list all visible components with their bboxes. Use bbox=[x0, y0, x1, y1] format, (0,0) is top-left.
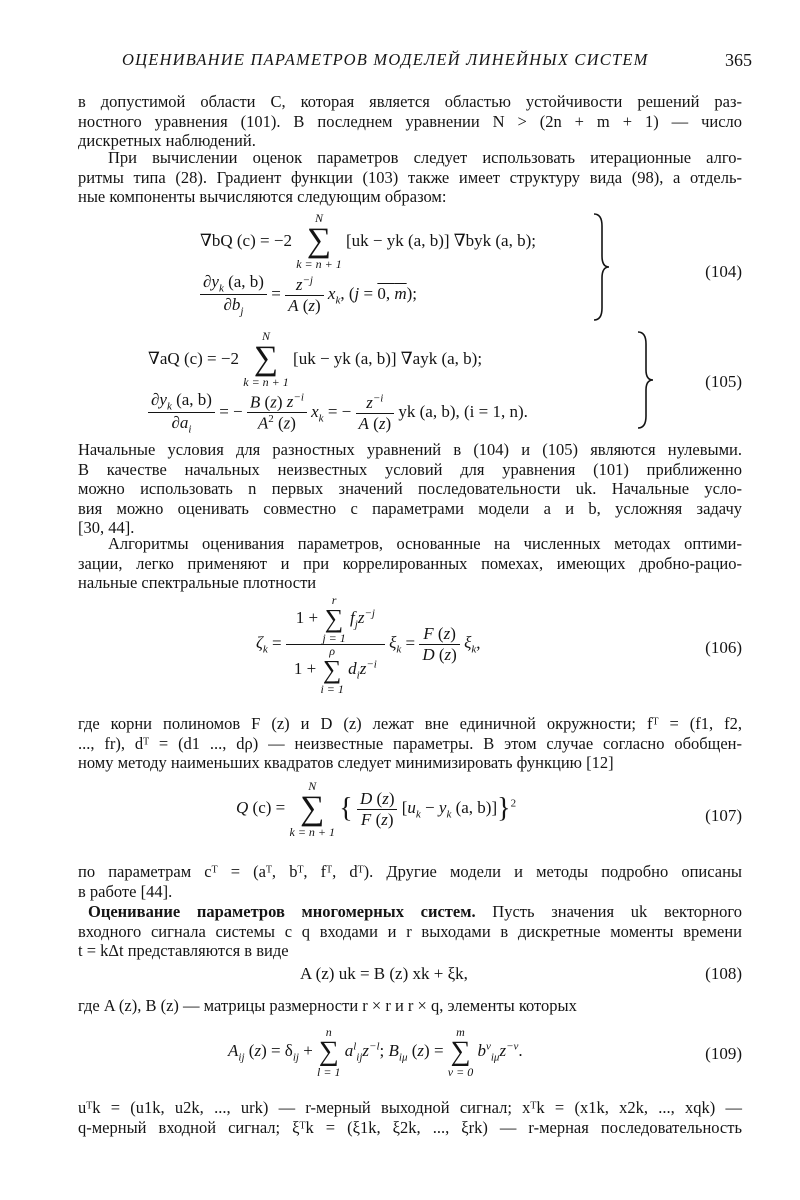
text-line: В качестве начальных неизвестных условий для уравнения (101) приближенно bbox=[78, 459, 742, 479]
text-line: ..., fr), dᵀ = (d1 ..., dρ) — неизвестные параметры. В этом случае согласно обобщен- bbox=[78, 733, 742, 753]
text-line: Начальные условия для разностных уравнений в (104) и (105) являются нулевыми. bbox=[78, 440, 742, 459]
text-line: [30, 44]. bbox=[78, 518, 135, 537]
text-line: в работе [44]. bbox=[78, 881, 173, 901]
eq108-body: A (z) uk = B (z) xk + ξk, bbox=[300, 964, 468, 983]
text-line: в допустимой области C, которая является областью устойчивости решений раз- bbox=[78, 92, 742, 111]
equation-number: (105) bbox=[705, 372, 742, 391]
text-line: где корни полиномов F (z) и D (z) лежат вне единичной окружности; fᵀ = (f1, f2, bbox=[78, 714, 742, 733]
eq105-line1: ∇aQ (c) = −2 N ∑ k = n + 1 [uk − yk (a, b)] ∇ayk (a, b); bbox=[148, 329, 483, 389]
paragraph-3 bbox=[78, 440, 742, 538]
text-line: t = kΔt представляются в виде bbox=[78, 941, 289, 960]
section-heading: Оценивание параметров многомерных систем. bbox=[88, 902, 476, 921]
eq106-body: $\zeta_k$ = 1 + r ∑ j = 1 $f_jz^{-j}$ 1 + ρ ∑ i = 1 $d_iz^{-i}$ $\xi_k$ = $\frac{F (z)}{D (z)}$ $\xi_k$, bbox=[256, 593, 481, 696]
sum-symbol: N ∑ k = n + 1 bbox=[243, 329, 289, 389]
page-header bbox=[92, 50, 752, 74]
paragraph-1 bbox=[78, 92, 742, 151]
text-line: q-мерный входной сигнал; ξᵀk = (ξ1k, ξ2k, ..., ξrk) — r-мерная последовательность bbox=[78, 1117, 742, 1137]
eq104-line1: ∇bQ (c) = −2 N ∑ k = n + 1 [uk − yk (a, b)] ∇byk (a, b); bbox=[200, 211, 536, 271]
right-brace-105 bbox=[636, 330, 656, 430]
equation-number: (109) bbox=[705, 1044, 742, 1063]
text-line: нальные спектральные плотности bbox=[78, 573, 317, 592]
running-title: ОЦЕНИВАНИЕ ПАРАМЕТРОВ МОДЕЛЕЙ ЛИНЕЙНЫХ СИСТЕМ bbox=[122, 50, 649, 69]
page-number: 365 bbox=[725, 50, 752, 70]
eq109-body: $A_{ij}$ $(z) = \delta_{ij}$ + n ∑ l = 1 $a^l_{ij}z^{-l}$; $B_{i\mu}$ (z) = m ∑ ν = 0 $b^\nu_{i\mu}z^{-\nu}$. bbox=[228, 1025, 523, 1079]
sum-symbol: N ∑ k = n + 1 bbox=[296, 211, 342, 271]
text-line: вия можно оценивать совместно с параметрами модели a и b, усложняя задачу bbox=[78, 498, 742, 518]
text-line: по параметрам cᵀ = (aᵀ, bᵀ, fᵀ, dᵀ). Другие модели и методы подробно описаны bbox=[78, 862, 742, 881]
paragraph-2 bbox=[78, 148, 742, 207]
paragraph-7 bbox=[78, 902, 742, 961]
text-line: дискретных наблюдений. bbox=[78, 131, 256, 150]
text-line: ритмы типа (28). Градиент функции (103) также имеет структуру вида (98), а отдель- bbox=[78, 167, 742, 187]
equation-number: (104) bbox=[705, 262, 742, 281]
paragraph-6 bbox=[78, 862, 742, 901]
paragraph-4 bbox=[78, 534, 742, 593]
text-line: можно использовать n первых значений последовательности uk. Начальные усло- bbox=[78, 479, 742, 498]
text-line: Алгоритмы оценивания параметров, основанные на численных методах оптими- bbox=[108, 534, 742, 553]
equation-number: (107) bbox=[705, 806, 742, 825]
eq104-line2: $\frac{\partial y_k (a, b)}{\partial b_j}$ = $\frac{z^{-j}}{A (z)}$ $x_k$, (j = 0, m); bbox=[200, 272, 417, 318]
text-line: ному методу наименьших квадратов следует минимизировать функцию [12] bbox=[78, 753, 614, 772]
equation-number: (108) bbox=[705, 964, 742, 983]
text-line: uᵀk = (u1k, u2k, ..., urk) — r-мерный выходной сигнал; xᵀk = (x1k, x2k, ..., xqk) — bbox=[78, 1098, 742, 1117]
text-line: ностного уравнения (101). В последнем уравнении N > (2n + m + 1) — число bbox=[78, 111, 742, 131]
text-line: входного сигнала системы с q входами и r выходами в дискретные моменты времени bbox=[78, 921, 742, 941]
paragraph-5 bbox=[78, 714, 742, 773]
text-line: При вычислении оценок параметров следует использовать итерационные алго- bbox=[108, 148, 742, 167]
text-line: где A (z), B (z) — матрицы размерности r × r и r × q, элементы которых bbox=[78, 996, 577, 1015]
eq107-body: Q (c) = N ∑ k = n + 1 { $\frac{D (z)}{F (z)}$ [$u_k - y_k$ (a, b)]}$^2$ bbox=[236, 779, 517, 839]
text-line: ные компоненты вычисляются следующим образом: bbox=[78, 187, 447, 206]
text-line: зации, легко применяют и при коррелированных помехах, имеющих дробно-рацио- bbox=[78, 553, 742, 573]
eq105-line2: $\frac{\partial y_k (a, b)}{\partial a_i}$ = − $\frac{B (z) z^{-i}}{A^2 (z)}$ $x_k$ = − $\frac{z^{-i}}{A (z)}$ yk (a, b), (i = 1, n). bbox=[148, 390, 528, 436]
right-brace-104 bbox=[592, 212, 612, 322]
paragraph-8 bbox=[78, 996, 742, 1016]
paragraph-9 bbox=[78, 1098, 742, 1137]
text-line: Оценивание параметров многомерных систем. Пусть значения uk векторного bbox=[88, 902, 742, 921]
equation-number: (106) bbox=[705, 638, 742, 657]
